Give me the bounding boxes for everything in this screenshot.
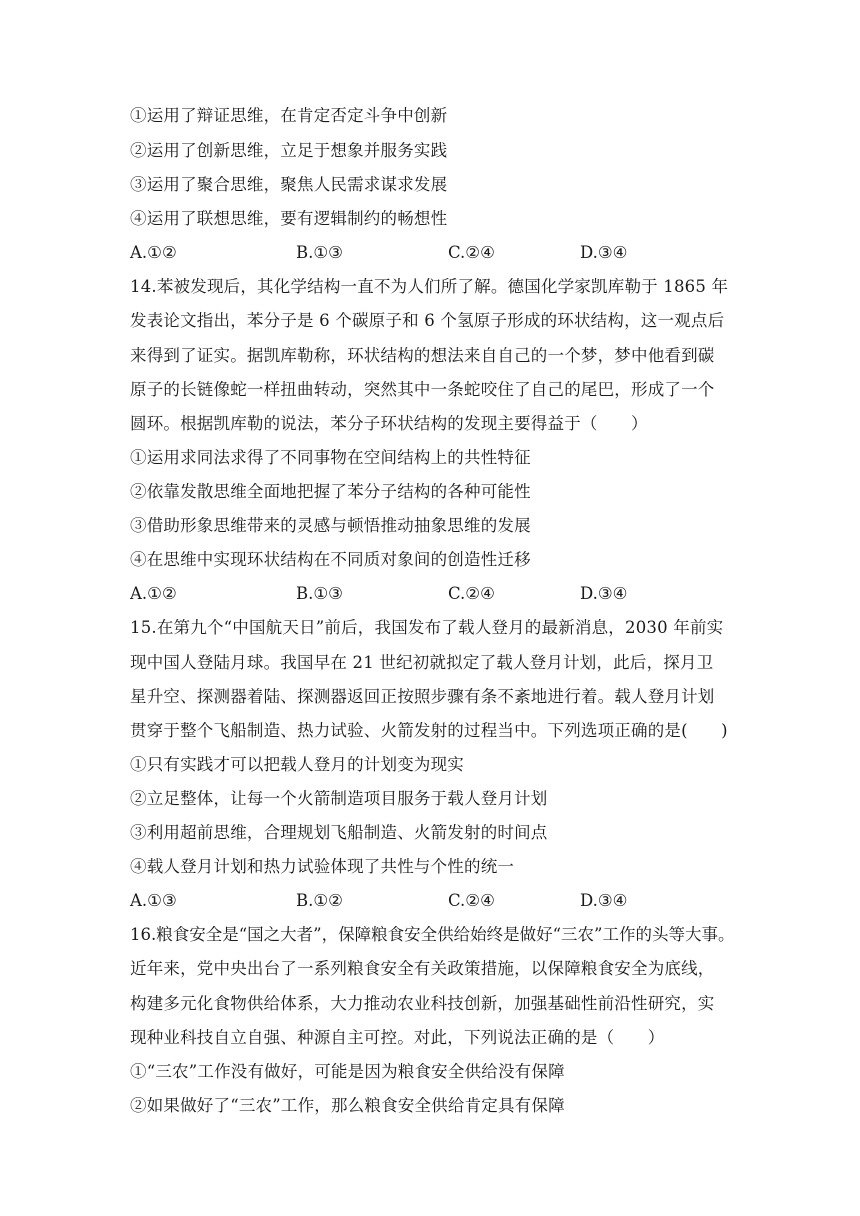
q13-option-2: ②运用了创新思维，立足于想象并服务实践 bbox=[130, 141, 448, 160]
q14-answer-choices bbox=[130, 583, 750, 605]
q15-stem-line-1: 15.在第九个“中国航天日”前后，我国发布了载人登月的最新消息，2030 年前实 bbox=[130, 618, 724, 637]
q14-option-2: ②依靠发散思维全面地把握了苯分子结构的各种可能性 bbox=[130, 482, 531, 501]
q13-answer-choices bbox=[130, 242, 750, 264]
q15-choice-d: D.③④ bbox=[580, 891, 628, 910]
q13-choice-c: C.②④ bbox=[448, 243, 495, 262]
q15-option-3: ③利用超前思维，合理规划飞船制造、火箭发射的时间点 bbox=[130, 823, 548, 842]
q16-stem-line-2: 近年来，党中央出台了一系列粮食安全有关政策措施，以保障粮食安全为底线， bbox=[130, 959, 715, 978]
q15-choice-c: C.②④ bbox=[448, 891, 495, 910]
q14-stem-line-5: 圆环。根据凯库勒的说法，苯分子环状结构的发现主要得益于（ ） bbox=[130, 414, 648, 433]
q14-stem-line-1: 14.苯被发现后，其化学结构一直不为人们所了解。德国化学家凯库勒于 1865 年 bbox=[130, 277, 729, 296]
q15-stem-line-2: 现中国人登陆月球。我国早在 21 世纪初就拟定了载人登月计划，此后，探月卫 bbox=[130, 653, 714, 672]
q15-option-1: ①只有实践才可以把载人登月的计划变为现实 bbox=[130, 755, 464, 774]
q14-choice-c: C.②④ bbox=[448, 584, 495, 603]
q14-stem-line-4: 原子的长链像蛇一样扭曲转动，突然其中一条蛇咬住了自己的尾巴，形成了一个 bbox=[130, 380, 715, 399]
q15-choice-b: B.①② bbox=[296, 891, 343, 910]
q13-choice-d: D.③④ bbox=[580, 243, 628, 262]
q14-option-3: ③借助形象思维带来的灵感与顿悟推动抽象思维的发展 bbox=[130, 516, 531, 535]
q13-option-4: ④运用了联想思维，要有逻辑制约的畅想性 bbox=[130, 209, 448, 228]
q16-option-2: ②如果做好了“三农”工作，那么粮食安全供给肯定具有保障 bbox=[130, 1096, 565, 1115]
q16-stem-line-4: 现种业科技自立自强、种源自主可控。对此，下列说法正确的是（ ） bbox=[130, 1028, 665, 1047]
q14-stem-line-3: 来得到了证实。据凯库勒称，环状结构的想法来自自己的一个梦，梦中他看到碳 bbox=[130, 346, 715, 365]
q14-choice-d: D.③④ bbox=[580, 584, 628, 603]
q14-choice-a: A.①② bbox=[130, 584, 177, 603]
q15-option-2: ②立足整体，让每一个火箭制造项目服务于载人登月计划 bbox=[130, 789, 548, 808]
q15-option-4: ④载人登月计划和热力试验体现了共性与个性的统一 bbox=[130, 857, 515, 876]
q14-choice-b: B.①③ bbox=[296, 584, 343, 603]
q13-choice-a: A.①② bbox=[130, 243, 177, 262]
q15-stem-line-4: 贯穿于整个飞船制造、热力试验、火箭发射的过程当中。下列选项正确的是( ) bbox=[130, 721, 728, 740]
q15-stem-line-3: 星升空、探测器着陆、探测器返回正按照步骤有条不紊地进行着。载人登月计划 bbox=[130, 687, 715, 706]
q14-option-1: ①运用求同法求得了不同事物在空间结构上的共性特征 bbox=[130, 448, 531, 467]
q13-choice-b: B.①③ bbox=[296, 243, 343, 262]
q15-choice-a: A.①③ bbox=[130, 891, 177, 910]
q15-answer-choices bbox=[130, 890, 750, 912]
q16-stem-line-3: 构建多元化食物供给体系，大力推动农业科技创新，加强基础性前沿性研究，实 bbox=[130, 994, 715, 1013]
q16-stem-line-1: 16.粮食安全是“国之大者”，保障粮食安全供给始终是做好“三农”工作的头等大事。 bbox=[130, 925, 735, 944]
q16-option-1: ①“三农”工作没有做好，可能是因为粮食安全供给没有保障 bbox=[130, 1062, 565, 1081]
q13-option-3: ③运用了聚合思维，聚焦人民需求谋求发展 bbox=[130, 175, 448, 194]
q13-option-1: ①运用了辩证思维，在肯定否定斗争中创新 bbox=[130, 106, 448, 125]
q14-stem-line-2: 发表论文指出，苯分子是 6 个碳原子和 6 个氢原子形成的环状结构，这一观点后 bbox=[130, 311, 725, 330]
q14-option-4: ④在思维中实现环状结构在不同质对象间的创造性迁移 bbox=[130, 550, 531, 569]
